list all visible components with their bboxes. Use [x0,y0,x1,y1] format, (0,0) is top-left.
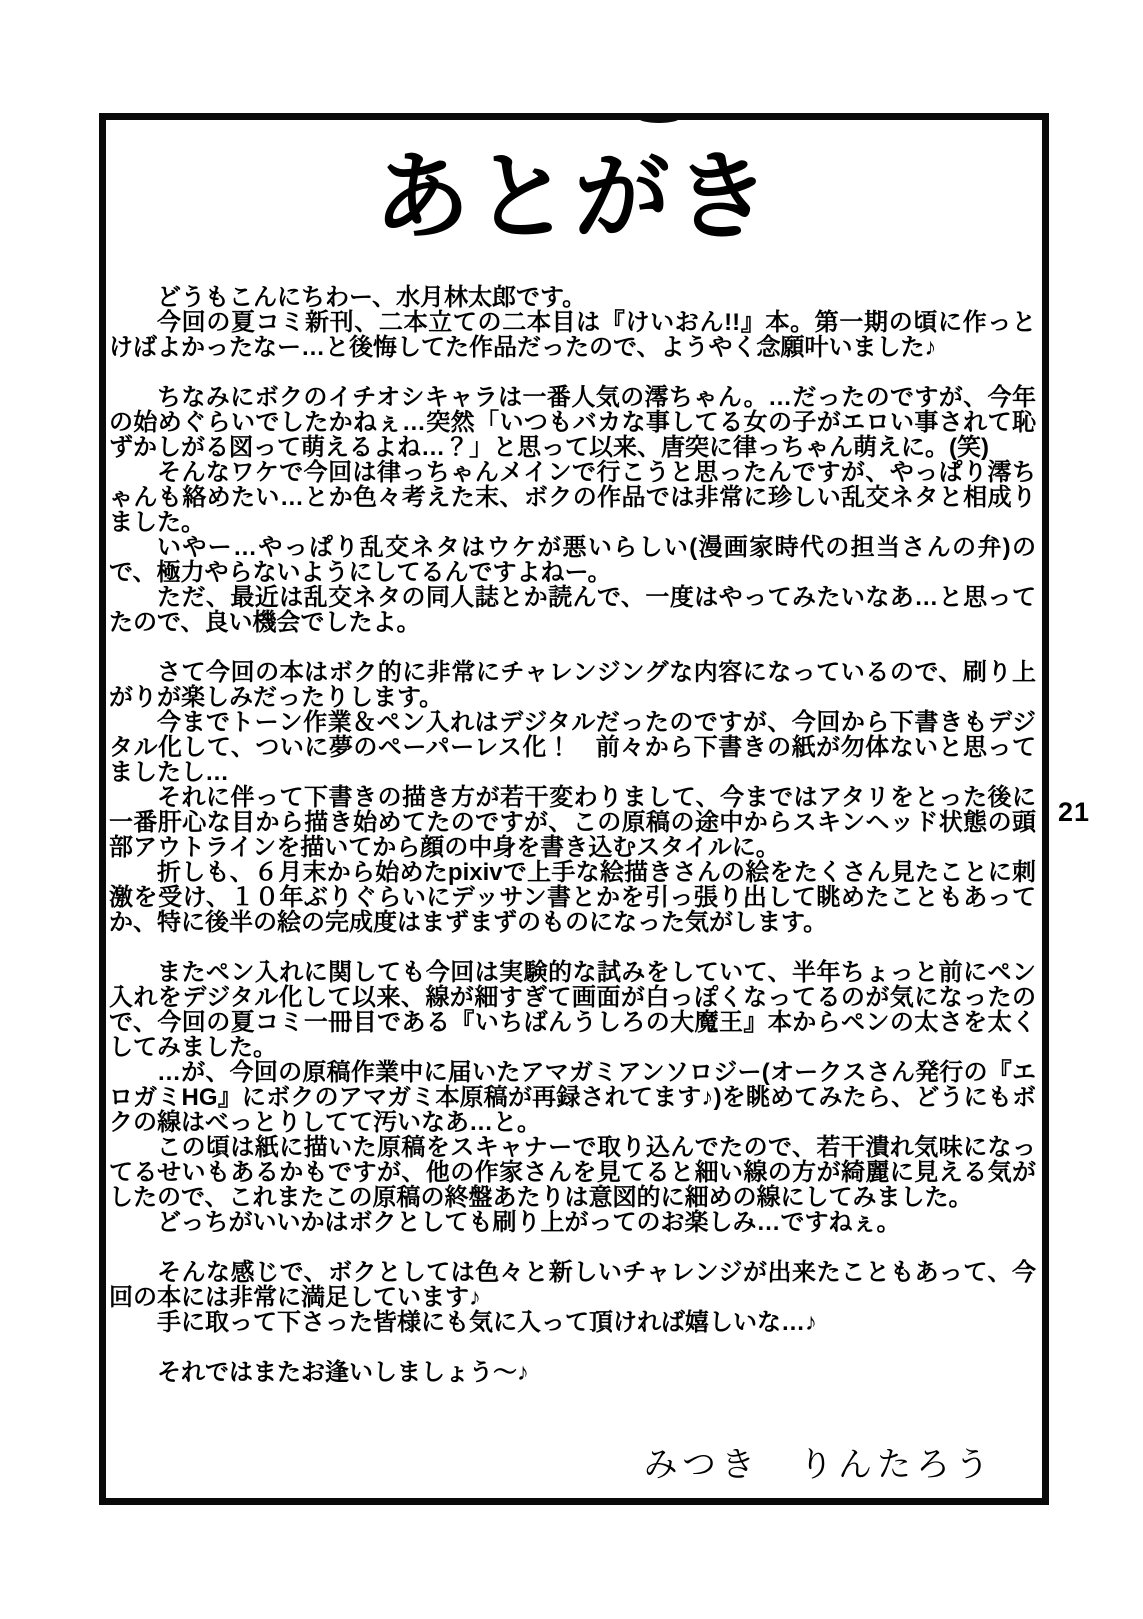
page-border-box [99,113,1049,1505]
paragraph: いやー…やっぱり乱交ネタはウケが悪いらしい(漫画家時代の担当さんの弁)ので、極力やらないようにしてるんですよねー。 [109,533,1036,586]
paragraph-block [109,1260,1036,1335]
paragraph: さて今回の本はボク的に非常にチャレンジングな内容になっているので、刷り上がりが楽しみだったりします。 [109,658,1036,711]
paragraph: 折しも、６月末から始めたpixivで上手な絵描きさんの絵をたくさん見たことに刺激を受け、１０年ぶりぐらいにデッサン書とかを引っ張り出して眺めたこともあってか、特に後半の絵の完成度はまずまずのものになった気がします。 [109,858,1036,936]
print-artifact-mark [639,114,679,123]
paragraph-block [109,285,1036,360]
page-title: あとがき [374,144,774,251]
paragraph: ちなみにボクのイチオシキャラは一番人気の澪ちゃん。…だったのですが、今年の始めぐらいでしたかねぇ…突然「いつもバカな事してる女の子がエロい事されて恥ずかしがる図って萌えるよね…？」と思って以来、唐突に律っちゃん萌えに。(笑) [109,383,1036,461]
paragraph: ただ、最近は乱交ネタの同人誌とか読んで、一度はやってみたいなあ…と思ってたので、良い機会でしたよ。 [109,583,1036,636]
author-signature: みつき りんたろう [643,1446,994,1484]
paragraph-block [109,660,1036,935]
paragraph: どうもこんにちわー、水月林太郎です。 [157,283,587,311]
paragraph: 手に取って下さった皆様にも気に入って頂ければ嬉しいな…♪ [157,1308,817,1336]
paragraph: 今回の夏コミ新刊、二本立ての二本目は『けいおん!!』本。第一期の頃に作っとけばよかったなー…と後悔してた作品だったので、ようやく念願叶いました♪ [109,308,1036,361]
paragraph-block [109,1360,1036,1385]
page-number: 21 [1058,797,1091,827]
paragraph: 今までトーン作業＆ペン入れはデジタルだったのですが、今回から下書きもデジタル化して、ついに夢のペーパーレス化！ 前々から下書きの紙が勿体ないと思ってましたし… [109,708,1036,786]
paragraph: そんなワケで今回は律っちゃんメインで行こうと思ったんですが、やっぱり澪ちゃんも絡めたい…とか色々考えた末、ボクの作品では非常に珍しい乱交ネタと相成りました。 [109,458,1036,536]
afterword-body [109,285,1036,1385]
paragraph: …が、今回の原稿作業中に届いたアマガミアンソロジー(オークスさん発行の『エロガミHG』にボクのアマガミ本原稿が再録されてます♪)を眺めてみたら、どうにもボクの線はべっとりしてて汚いなあ…と。 [109,1058,1036,1136]
paragraph: またペン入れに関しても今回は実験的な試みをしていて、半年ちょっと前にペン入れをデジタル化して以来、線が細すぎて画面が白っぽくなってるのが気になったので、今回の夏コミ一冊目である『いちばんうしろの大魔王』本からペンの太さを太くしてみました。 [109,958,1036,1061]
paragraph: それに伴って下書きの描き方が若干変わりまして、今まではアタリをとった後に一番肝心な目から描き始めてたのですが、この原稿の途中からスキンヘッド状態の頭部アウトラインを描いてから顔の中身を書き込むスタイルに。 [109,783,1036,861]
paragraph-block [109,385,1036,635]
paragraph: それではまたお逢いしましょう〜♪ [157,1358,529,1386]
paragraph: この頃は紙に描いた原稿をスキャナーで取り込んでたので、若干潰れ気味になってるせいもあるかもですが、他の作家さんを見てると細い線の方が綺麗に見える気がしたので、これまたこの原稿の終盤あたりは意図的に細めの線にしてみました。 [109,1133,1036,1211]
paragraph: どっちがいいかはボクとしても刷り上がってのお楽しみ…ですねぇ。 [157,1208,901,1236]
paragraph-block [109,960,1036,1235]
paragraph: そんな感じで、ボクとしては色々と新しいチャレンジが出来たこともあって、今回の本には非常に満足しています♪ [109,1258,1036,1311]
